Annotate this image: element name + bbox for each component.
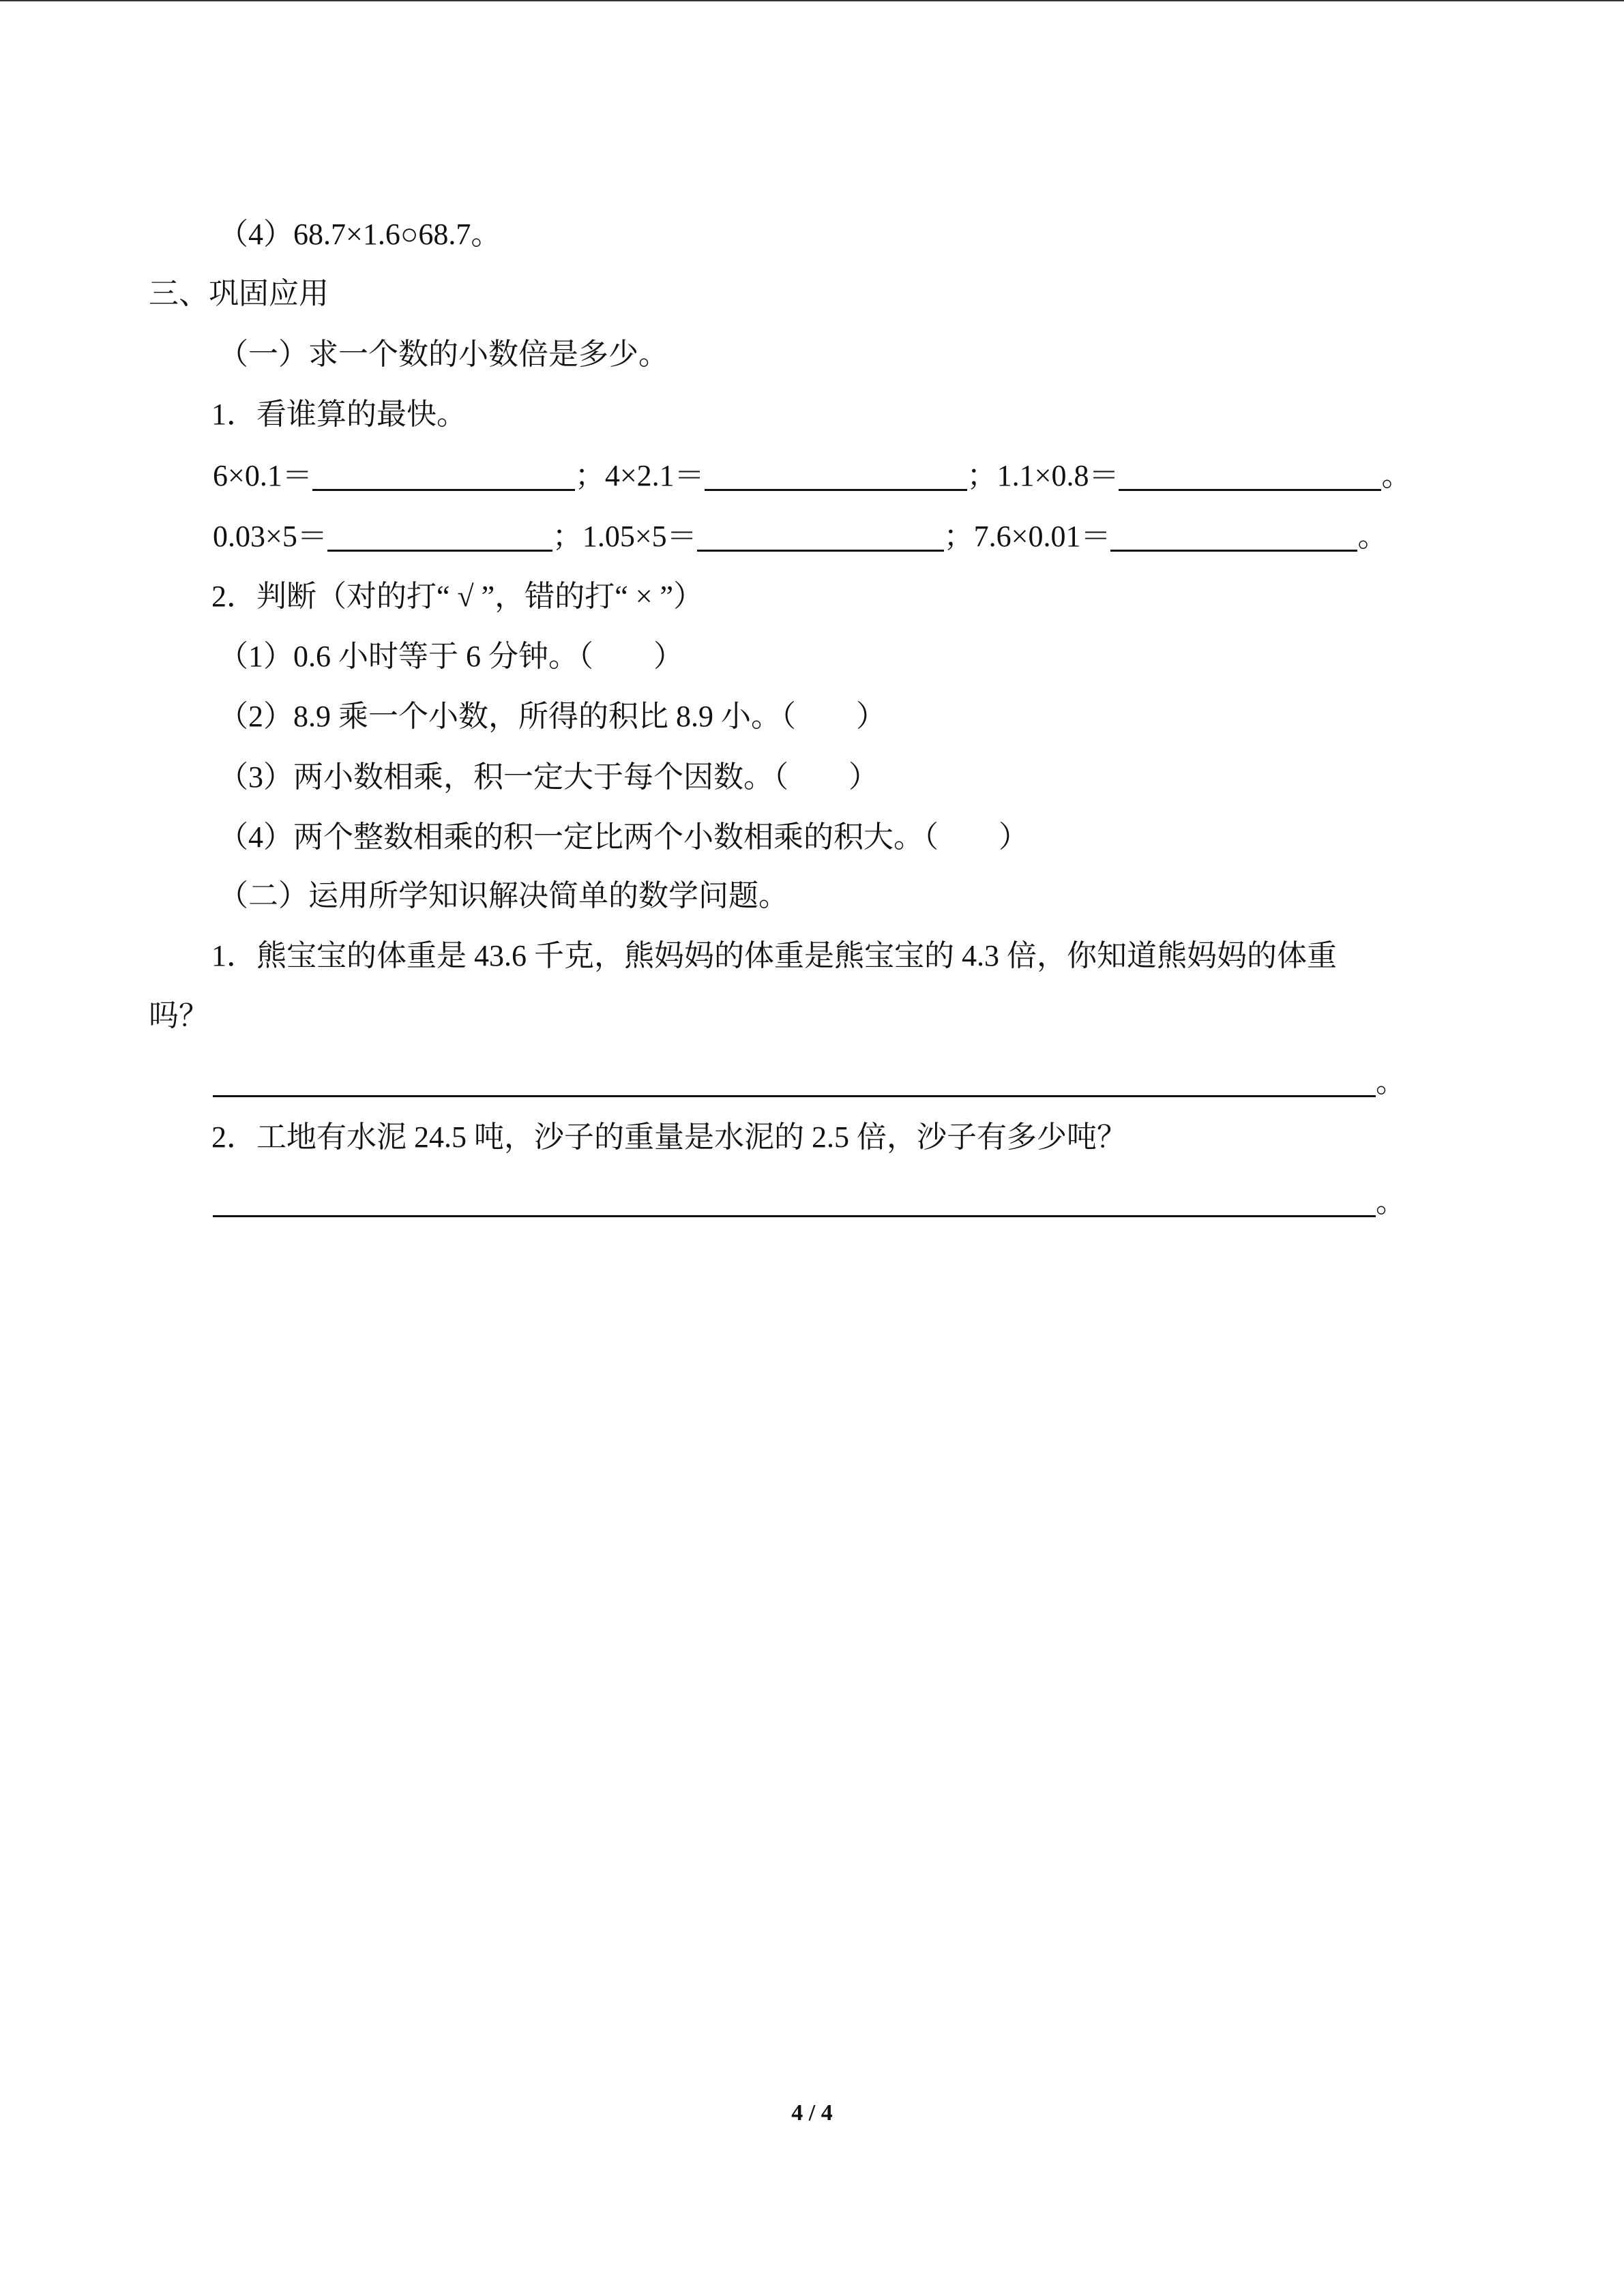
judgment-3: （3）两小数相乘，积一定大于每个因数。（ ） <box>218 760 879 794</box>
calc-2-3: ；7.6×0.01＝ <box>943 520 1111 553</box>
answer-blank[interactable] <box>705 459 967 491</box>
part1-q2-title: 2．判断（对的打“ √ ”，错的打“ × ”） <box>211 580 704 613</box>
part2-q1-line1: 1．熊宝宝的体重是 43.6 千克，熊妈妈的体重是熊宝宝的 4.3 倍，你知道熊妈妈的体重 <box>211 939 1337 972</box>
section-title: 三、巩固应用 <box>149 277 329 310</box>
calc-1-3: ；1.1×0.8＝ <box>966 459 1119 492</box>
page-top-border <box>0 0 1624 1</box>
part1-q1-title: 1．看谁算的最快。 <box>211 398 467 431</box>
part2-q2: 2．工地有水泥 24.5 吨，沙子的重量是水泥的 2.5 倍，沙子有多少吨？ <box>211 1120 1127 1154</box>
calc-2-1: 0.03×5＝ <box>213 520 327 553</box>
page-number: 4 / 4 <box>791 2100 833 2126</box>
answer-blank[interactable] <box>213 1185 1376 1217</box>
answer-end: 。 <box>1376 1065 1406 1099</box>
judgment-2: （2）8.9 乘一个小数，所得的积比 8.9 小。（ ） <box>218 700 886 733</box>
judgment-4: （4）两个整数相乘的积一定比两个小数相乘的积大。（ ） <box>218 820 1029 854</box>
answer-blank[interactable] <box>213 1065 1376 1097</box>
calc-row-1 <box>213 456 1411 496</box>
judgment-1: （1）0.6 小时等于 6 分钟。（ ） <box>218 640 683 673</box>
answer-line-2 <box>213 1182 1406 1223</box>
row-end: 。 <box>1357 520 1388 553</box>
part2-q1-line2: 吗？ <box>149 999 209 1032</box>
answer-blank[interactable] <box>697 520 944 552</box>
answer-end: 。 <box>1376 1185 1406 1219</box>
calc-1-1: 6×0.1＝ <box>213 459 312 492</box>
answer-blank[interactable] <box>312 459 575 491</box>
calc-1-2: ；4×2.1＝ <box>574 459 705 492</box>
row-end: 。 <box>1381 459 1412 492</box>
part2-title: （二）运用所学知识解决简单的数学问题。 <box>218 879 788 912</box>
part1-title: （一）求一个数的小数倍是多少。 <box>218 338 668 371</box>
answer-line-1 <box>213 1062 1406 1103</box>
answer-blank[interactable] <box>1119 459 1381 491</box>
answer-blank[interactable] <box>327 520 552 552</box>
calc-2-2: ；1.05×5＝ <box>552 520 697 553</box>
answer-blank[interactable] <box>1110 520 1357 552</box>
calc-row-2 <box>213 516 1387 557</box>
item-4-compare: （4）68.7×1.6○68.7。 <box>218 218 501 251</box>
